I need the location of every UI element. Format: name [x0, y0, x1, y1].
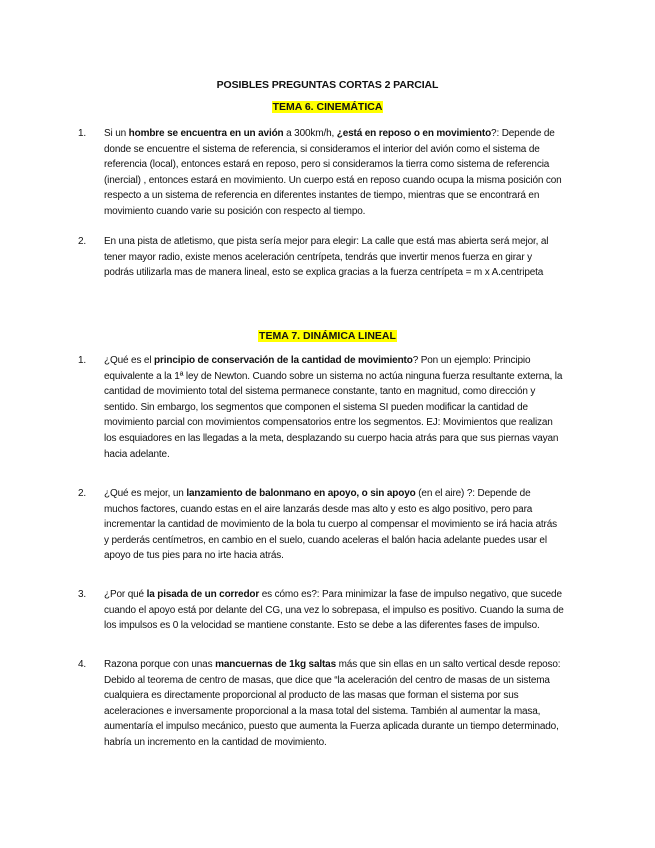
- item-number: 2.: [78, 488, 87, 499]
- item-text: ¿Qué es el principio de conservación de la cantidad de movimiento? Pon un ejemplo: Principio equivalente a la 1ª ley de Newton. Cuando sobre un sistema no actúa ninguna fuerza resultante externa, la cantidad de movimiento total del sistema permanece constante, tanto en magnitud, como dirección y sentido. Sin embargo, los segmentos que componen el sistema SI pueden modificar la cantidad de movimiento parcial con movimientos compensatorios entre los segmentos. EJ: Movimientos que realizan los esquiadores en las llegadas a la meta, desplazando su cuerpo hacia atrás para que sus piernas vayan hacia adelante.: [104, 355, 563, 460]
- list-item: [78, 587, 564, 634]
- list-item: [78, 126, 564, 220]
- item-number: 1.: [78, 128, 87, 139]
- item-text: ¿Qué es mejor, un lanzamiento de balonmano en apoyo, o sin apoyo (en el aire) ?: Depende de muchos factores, cuando estas en el aire lanzarás desde mas alto y esto es algo positivo, pero para incrementar la cantidad de movimiento de la bola tu cuerpo al compensar el movimiento se irá hacia atrás y perderás centímetros, en cambio en el suelo, cuando aceleras el balón hacia adelante puedes usar el apoyo de tus pies para no irte hacia atrás.: [104, 488, 557, 562]
- list-item: [78, 353, 564, 462]
- item-text: Si un hombre se encuentra en un avión a 300km/h, ¿está en reposo o en movimiento?: Depende de donde se encuentre el sistema de referencia, si consideramos el interior del avión como el sistema de referencia (local), entonces estará en reposo, pero si consideramos la tierra como sistema de referencia (inercial) , entonces estará en movimiento. Un cuerpo está en reposo cuando ocupa la misma posición con respecto a un sistema de referencia en diferentes instantes de tiempo, mientras que se encontrará en movimiento cuando varie su posición con respecto al tiempo.: [104, 128, 562, 217]
- list-item: [78, 486, 564, 564]
- item-number: 3.: [78, 589, 87, 600]
- section-heading-cinematica: [0, 101, 655, 113]
- item-number: 2.: [78, 236, 87, 247]
- section-heading-text: TEMA 6. CINEMÁTICA: [272, 101, 383, 113]
- item-text: Razona porque con unas mancuernas de 1kg saltas más que sin ellas en un salto vertical desde reposo: Debido al teorema de centro de masas, que dice que “la aceleración del centro de masas de un sistema cualquiera es directamente proporcional al producto de las masas que forman el sistema por sus aceleraciones e inversamente proporcional a la masa total del sistema. También al aumentar la masa, aumentaría el impulso mecánico, puesto que aumenta la Fuerza aplicada durante un tiempo determinado, habría un incremento en la cantidad de movimiento.: [104, 659, 561, 748]
- document-title: POSIBLES PREGUNTAS CORTAS 2 PARCIAL: [216, 79, 439, 91]
- item-text: En una pista de atletismo, que pista sería mejor para elegir: La calle que está mas abierta será mejor, al tener mayor radio, existe menos aceleración centrípeta, tendrás que invertir menos fuerza en girar y podrás utilizarla mas de manera lineal, esto se explica gracias a la fuerza centrípeta = m x A.centripeta: [104, 236, 549, 279]
- item-text: ¿Por qué la pisada de un corredor es cómo es?: Para minimizar la fase de impulso negativo, que sucede cuando el apoyo está por delante del CG, una vez lo sobrepasa, el impulso es positivo. Cuando la suma de los impulsos es 0 la velocidad se mantiene constante. Esto se debe a las diferentes fases de impulso.: [104, 589, 564, 632]
- list-item: [78, 234, 564, 281]
- section-heading-dinamica-lineal: [0, 330, 655, 342]
- section-heading-text: TEMA 7. DINÁMICA LINEAL: [259, 330, 396, 342]
- item-number: 1.: [78, 355, 87, 366]
- item-number: 4.: [78, 659, 87, 670]
- list-item: [78, 657, 564, 751]
